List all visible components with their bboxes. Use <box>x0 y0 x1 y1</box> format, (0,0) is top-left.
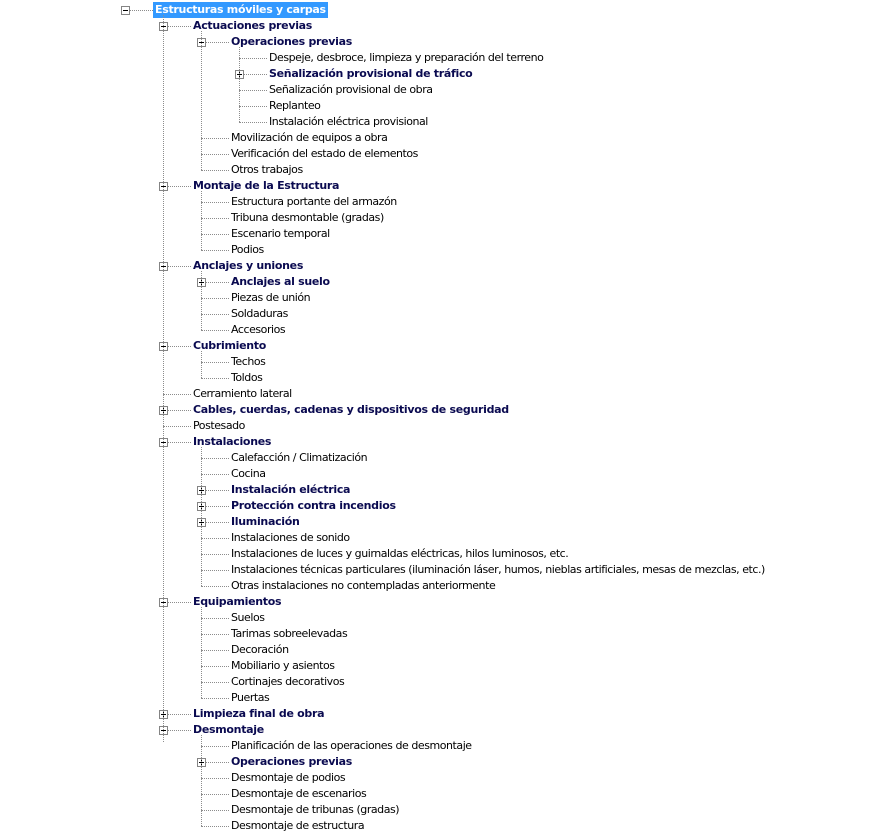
tree-branch-line <box>201 191 202 250</box>
tree-node-iluminacion[interactable]: Iluminación <box>231 515 300 528</box>
tree-node-desmontaje-de-tribunas-gradas[interactable]: Desmontaje de tribunas (gradas) <box>231 803 400 816</box>
tree-node-planificacion-de-las-operaciones-de-desmontaje[interactable]: Planificación de las operaciones de desmontaje <box>231 739 472 752</box>
tree-node-senalizacion-provisional-de-trafico[interactable]: Señalización provisional de tráfico <box>269 67 473 80</box>
tree-node-limpieza-final-de-obra[interactable]: Limpieza final de obra <box>193 707 325 720</box>
tree-connector <box>201 682 229 683</box>
tree-node-toldos[interactable]: Toldos <box>231 371 263 384</box>
tree-connector <box>201 826 229 827</box>
tree-node-equipamientos[interactable]: Equipamientos <box>193 595 282 608</box>
tree-connector <box>201 618 229 619</box>
tree-node-senalizacion-provisional-de-obra[interactable]: Señalización provisional de obra <box>269 83 433 96</box>
tree-node-desmontaje[interactable]: Desmontaje <box>193 723 264 736</box>
tree-node-otros-trabajos[interactable]: Otros trabajos <box>231 163 303 176</box>
tree-node-instalaciones-de-sonido[interactable]: Instalaciones de sonido <box>231 531 350 544</box>
tree-connector <box>201 538 229 539</box>
tree-connector <box>201 250 229 251</box>
tree-node-accesorios[interactable]: Accesorios <box>231 323 286 336</box>
tree-connector <box>201 458 229 459</box>
tree-branch-line <box>201 351 202 378</box>
tree-connector <box>201 810 229 811</box>
tree-node-techos[interactable]: Techos <box>231 355 266 368</box>
tree-connector <box>201 298 229 299</box>
tree-node-calefaccion-climatizacion[interactable]: Calefacción / Climatización <box>231 451 368 464</box>
tree-node-anclajes-al-suelo[interactable]: Anclajes al suelo <box>231 275 330 288</box>
tree-node-replanteo[interactable]: Replanteo <box>269 99 321 112</box>
tree-branch-line <box>201 735 202 826</box>
tree-node-actuaciones-previas[interactable]: Actuaciones previas <box>193 19 313 32</box>
tree-node-otras-instalaciones-no-contempladas-anteriormente[interactable]: Otras instalaciones no contempladas anteriormente <box>231 579 496 592</box>
tree-node-estructuras-moviles-y-carpas[interactable]: Estructuras móviles y carpas <box>155 3 326 16</box>
tree-branch-line <box>201 607 202 698</box>
tree-connector <box>201 570 229 571</box>
tree-node-montaje-de-la-estructura[interactable]: Montaje de la Estructura <box>193 179 340 192</box>
tree-branch-line <box>163 15 164 742</box>
tree-connector <box>201 234 229 235</box>
tree-node-instalacion-electrica-provisional[interactable]: Instalación eléctrica provisional <box>269 115 428 128</box>
tree-node-cortinajes-decorativos[interactable]: Cortinajes decorativos <box>231 675 345 688</box>
tree-node-tribuna-desmontable-gradas[interactable]: Tribuna desmontable (gradas) <box>231 211 384 224</box>
tree-connector <box>163 426 191 427</box>
tree-node-tarimas-sobreelevadas[interactable]: Tarimas sobreelevadas <box>231 627 348 640</box>
tree-node-desmontaje-de-estructura[interactable]: Desmontaje de estructura <box>231 819 365 832</box>
tree-node-verificacion-del-estado-de-elementos[interactable]: Verificación del estado de elementos <box>231 147 418 160</box>
tree-node-cocina[interactable]: Cocina <box>231 467 266 480</box>
tree-connector <box>201 138 229 139</box>
tree-branch-line <box>201 31 202 170</box>
tree-node-cables-cuerdas-cadenas-y-dispositivos-de-seguridad[interactable]: Cables, cuerdas, cadenas y dispositivos de seguridad <box>193 403 509 416</box>
tree-connector <box>201 634 229 635</box>
tree-connector <box>201 746 229 747</box>
tree-node-instalacion-electrica[interactable]: Instalación eléctrica <box>231 483 351 496</box>
tree-node-instalaciones-tecnicas-particulares-iluminacion-laser-humos-nieblas-artificiales-mesas-de-mezclas-etc[interactable]: Instalaciones técnicas particulares (iluminación láser, humos, nieblas artificiales, mesas de mezclas, etc.) <box>231 563 765 576</box>
tree-connector <box>201 698 229 699</box>
tree-node-proteccion-contra-incendios[interactable]: Protección contra incendios <box>231 499 396 512</box>
tree-connector <box>239 106 267 107</box>
tree-node-estructura-portante-del-armazon[interactable]: Estructura portante del armazón <box>231 195 397 208</box>
tree-connector <box>201 778 229 779</box>
tree-node-mobiliario-y-asientos[interactable]: Mobiliario y asientos <box>231 659 335 672</box>
tree-node-despeje-desbroce-limpieza-y-preparacion-del-terreno[interactable]: Despeje, desbroce, limpieza y preparación del terreno <box>269 51 544 64</box>
tree-connector <box>201 362 229 363</box>
tree-connector <box>201 202 229 203</box>
tree-node-operaciones-previas[interactable]: Operaciones previas <box>231 755 353 768</box>
tree-connector <box>201 794 229 795</box>
tree-connector <box>163 394 191 395</box>
tree-connector <box>239 58 267 59</box>
tree-connector <box>201 314 229 315</box>
tree-connector <box>239 90 267 91</box>
tree-connector <box>201 154 229 155</box>
tree-node-instalaciones[interactable]: Instalaciones <box>193 435 272 448</box>
tree-connector <box>201 554 229 555</box>
tree-connector <box>239 122 267 123</box>
tree-node-puertas[interactable]: Puertas <box>231 691 270 704</box>
tree-connector <box>201 666 229 667</box>
tree-node-escenario-temporal[interactable]: Escenario temporal <box>231 227 330 240</box>
tree-connector <box>201 218 229 219</box>
tree-node-desmontaje-de-podios[interactable]: Desmontaje de podios <box>231 771 346 784</box>
tree-node-instalaciones-de-luces-y-guirnaldas-electricas-hilos-luminosos-etc[interactable]: Instalaciones de luces y guirnaldas eléctricas, hilos luminosos, etc. <box>231 547 569 560</box>
tree-node-piezas-de-union[interactable]: Piezas de unión <box>231 291 311 304</box>
tree-branch-line <box>201 271 202 330</box>
tree-node-cubrimiento[interactable]: Cubrimiento <box>193 339 267 352</box>
tree-connector <box>201 650 229 651</box>
tree-node-anclajes-y-uniones[interactable]: Anclajes y uniones <box>193 259 304 272</box>
tree-connector <box>201 378 229 379</box>
tree-node-desmontaje-de-escenarios[interactable]: Desmontaje de escenarios <box>231 787 367 800</box>
tree-node-soldaduras[interactable]: Soldaduras <box>231 307 288 320</box>
tree-node-cerramiento-lateral[interactable]: Cerramiento lateral <box>193 387 292 400</box>
tree-connector <box>201 330 229 331</box>
tree-connector <box>201 586 229 587</box>
tree-node-podios[interactable]: Podios <box>231 243 264 256</box>
tree-branch-line <box>201 447 202 586</box>
tree-node-decoracion[interactable]: Decoración <box>231 643 289 656</box>
tree-node-postesado[interactable]: Postesado <box>193 419 245 432</box>
collapse-icon[interactable] <box>121 6 130 15</box>
tree-node-suelos[interactable]: Suelos <box>231 611 265 624</box>
tree-connector <box>201 170 229 171</box>
tree-connector <box>201 474 229 475</box>
tree-branch-line <box>239 47 240 122</box>
tree-node-movilizacion-de-equipos-a-obra[interactable]: Movilización de equipos a obra <box>231 131 388 144</box>
tree-node-operaciones-previas[interactable]: Operaciones previas <box>231 35 353 48</box>
